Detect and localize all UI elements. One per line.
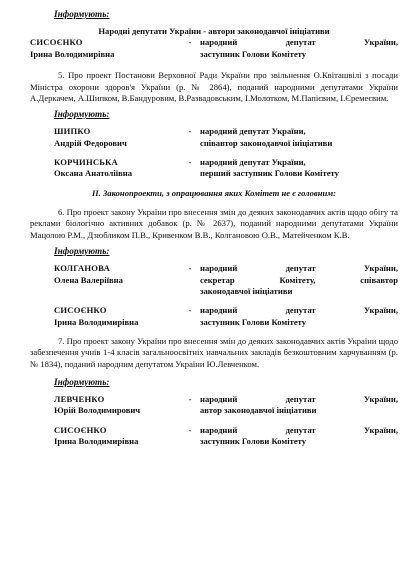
inform-heading-4: Інформують: [54,376,110,387]
speaker-surname: ЛЕВЧЕНКО [54,394,105,405]
inform-heading-3: Інформують: [54,246,110,257]
section-2-heading: II. Законопроекти, з опрацювання яких Комітет не є головним: [91,187,337,198]
dash: - [188,157,192,168]
speaker-given-name: Андрій Федорович [54,137,127,148]
speaker-role: народний депутат України, заступник Голови Комітету [200,424,398,447]
speaker-role: народний депутат України, автор законодавчої ініціативи [200,394,398,416]
speaker-shypko [54,126,398,149]
item-7-paragraph: 7. Про проект закону України про внесення змін до деяких законодавчих актів України щодо забезпечення учнів 1-4 класів загальноосвітніх навчальних закладів безкоштовним харчуванням (р. № 1834), поданий народним депутатом України Ю.Левченком. [30,335,398,369]
speaker-surname: КОЛГАНОВА [54,263,110,274]
speaker-surname: ШИПКО [54,126,91,137]
authors-heading: Народні депутати України - автори законодавчої ініціативи [98,26,330,37]
dash: - [188,126,192,137]
speaker-given-name: Олена Валеріївна [54,274,123,285]
dash: - [188,394,192,405]
item-5-paragraph: 5. Про проект Постанови Верховної Ради України про звільнення О.Квіташвілі з посади Міністра охорони здоров'я України (р. № 2864), поданий народними депутатами України А.Деркачем, А.Шипком, В.Бандуровим, В.Развадовським, І.Молотком, М.Папієвим, І.Єремеєвим. [30,70,398,103]
speaker-sysoienko-2 [54,305,398,328]
speaker-korchynska [54,157,398,180]
speaker-given-name: Оксана Анатоліївна [54,168,133,179]
speaker-given-name: Ірина Володимирівна [54,316,139,327]
speaker-role: народний депутат України, перший заступник Голови Комітету [200,157,339,179]
speaker-sysoienko-3 [54,425,398,448]
inform-heading-2: Інформують: [54,109,110,120]
speaker-levchenko [54,394,398,417]
dash: - [188,37,192,48]
dash: - [188,424,192,435]
speaker-given-name: Ірина Володимирівна [30,48,115,59]
speaker-kolhanova [54,263,398,297]
speaker-surname: СИСОЄНКО [54,305,107,316]
speaker-given-name: Юрій Володимирович [54,405,141,416]
speaker-role: народний депутат України, заступник Голови Комітету [200,305,398,327]
speaker-role: народний депутат України, заступник Голови Комітету [200,37,398,59]
dash: - [188,263,192,274]
speaker-surname: КОРЧИНСЬКА [54,157,118,168]
speaker-given-name: Ірина Володимирівна [54,436,139,447]
speaker-sysoienko-1 [30,37,398,60]
speaker-surname: СИСОЄНКО [54,424,107,435]
dash: - [188,305,192,316]
speaker-role: народний депутат України, співавтор законодавчої ініціативи [200,126,333,148]
item-6-paragraph: 6. Про проект закону України про внесення змін до деяких законодавчих актів щодо обігу та реклами біологічно активних добавок (р. № 2637), поданий народними депутатами України Мацолою Р.М., Дзюбликом П.В., Кривенком В.В., Колгановою О.В., Матейченком К.В. [30,207,398,240]
inform-heading-1: Інформують: [54,9,110,19]
speaker-role: народний депутат України, секретар Комітету, співавтор законодавчої ініціативи [200,263,398,296]
speaker-surname: СИСОЄНКО [30,37,83,48]
